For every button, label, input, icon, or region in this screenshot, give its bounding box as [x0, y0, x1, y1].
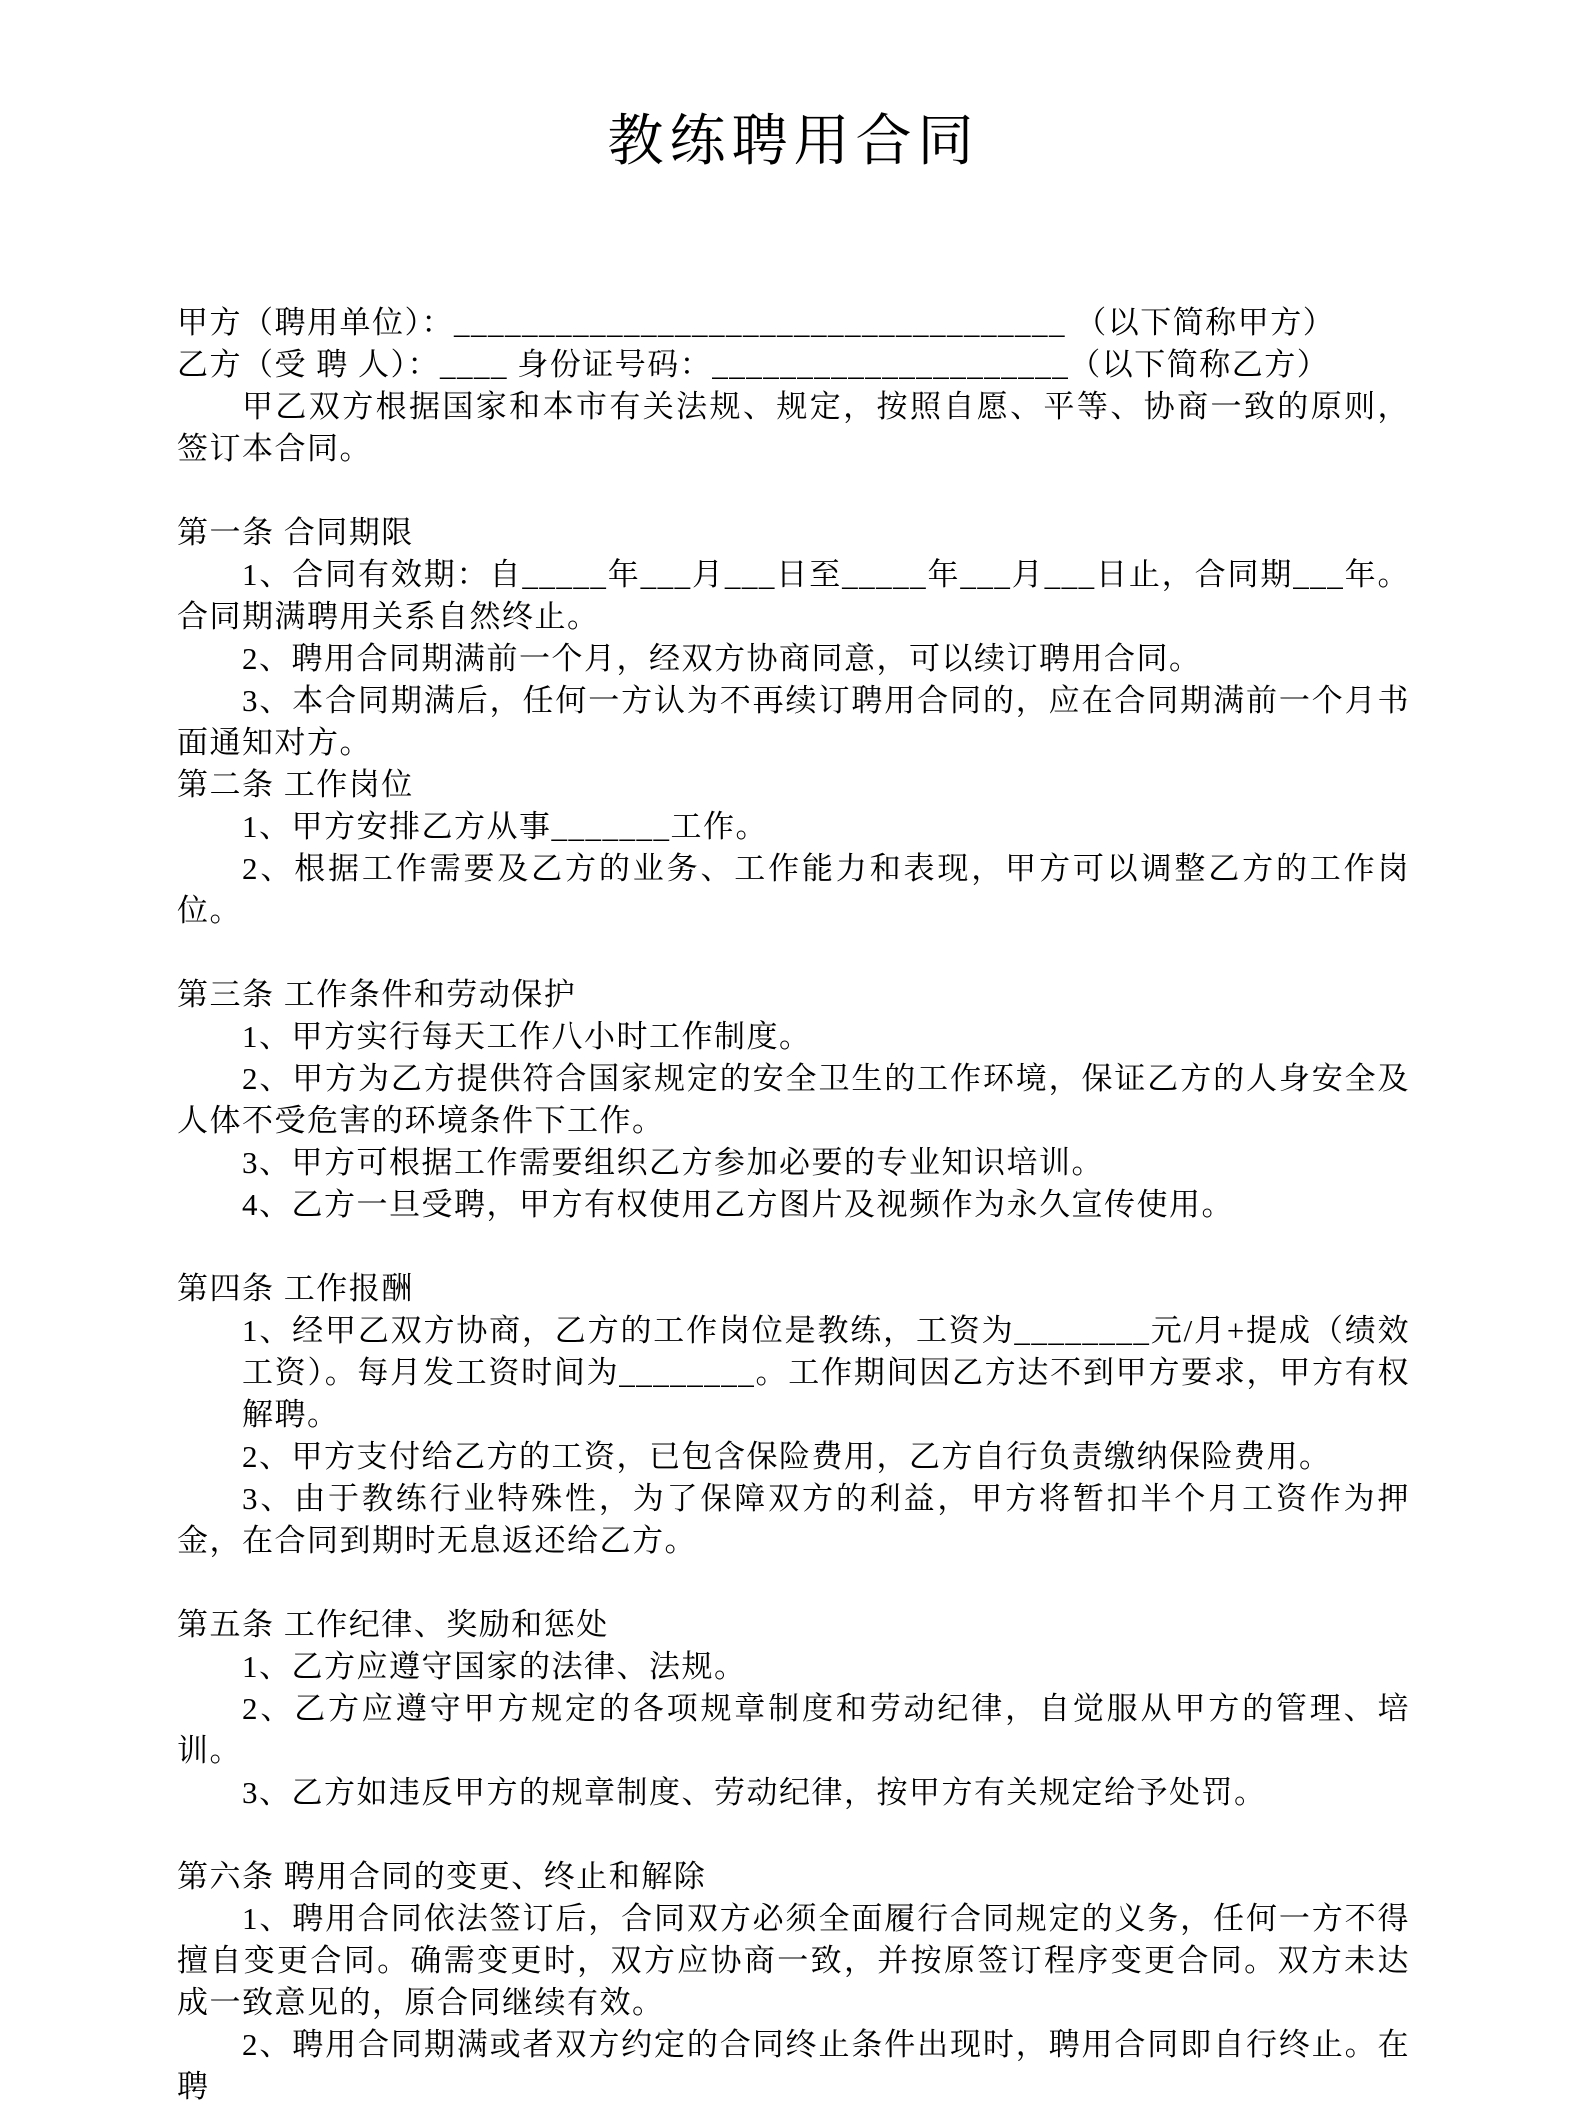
section-4-item-2: 2、甲方支付给乙方的工资，已包含保险费用，乙方自行负责缴纳保险费用。	[242, 1439, 1332, 1474]
section-3-item-4: 4、乙方一旦受聘，甲方有权使用乙方图片及视频作为永久宣传使用。	[242, 1187, 1234, 1222]
section-contract-term	[177, 512, 1410, 764]
section-4-heading: 第四条 工作报酬	[177, 1271, 414, 1306]
section-3-heading: 第三条 工作条件和劳动保护	[177, 977, 577, 1012]
spacer	[177, 932, 1410, 974]
section-compensation	[177, 1268, 1410, 1562]
section-5-heading: 第五条 工作纪律、奖励和惩处	[177, 1607, 609, 1642]
section-5-item-1: 1、乙方应遵守国家的法律、法规。	[242, 1649, 747, 1684]
section-3-item-3: 3、甲方可根据工作需要组织乙方参加必要的专业知识培训。	[242, 1145, 1104, 1180]
section-4-item-1: 1、经甲乙双方协商，乙方的工作岗位是教练，工资为________元/月+提成（绩效工资）。每月发工资时间为________。工作期间因乙方达不到甲方要求，甲方有权解聘。	[242, 1313, 1410, 1432]
section-1-heading: 第一条 合同期限	[177, 515, 414, 550]
section-job-position	[177, 764, 1410, 932]
section-3-item-2: 2、甲方为乙方提供符合国家规定的安全卫生的工作环境，保证乙方的人身安全及人体不受危害的环境条件下工作。	[177, 1061, 1410, 1138]
section-2-item-2: 2、根据工作需要及乙方的业务、工作能力和表现，甲方可以调整乙方的工作岗位。	[177, 851, 1410, 928]
section-6-item-1: 1、聘用合同依法签订后，合同双方必须全面履行合同规定的义务，任何一方不得擅自变更合同。确需变更时，双方应协商一致，并按原签订程序变更合同。双方未达成一致意见的，原合同继续有效。	[177, 1901, 1410, 2020]
spacer	[177, 470, 1410, 512]
section-1-item-2: 2、聘用合同期满前一个月，经双方协商同意，可以续订聘用合同。	[242, 641, 1202, 676]
spacer	[177, 1226, 1410, 1268]
document-title: 教练聘用合同	[607, 111, 980, 173]
section-5-item-3: 3、乙方如违反甲方的规章制度、劳动纪律，按甲方有关规定给予处罚。	[242, 1775, 1267, 1810]
section-2-heading: 第二条 工作岗位	[177, 767, 414, 802]
section-discipline	[177, 1604, 1410, 1814]
section-4-item-3: 3、由于教练行业特殊性，为了保障双方的利益，甲方将暂扣半个月工资作为押金，在合同到期时无息返还给乙方。	[177, 1481, 1410, 1558]
party-a-line: 甲方（聘用单位）：____________________________________ （以下简称甲方）	[177, 305, 1336, 340]
section-1-item-1: 1、合同有效期：自_____年___月___日至_____年___月___日止，合同期___年。合同期满聘用关系自然终止。	[177, 557, 1410, 634]
party-b-line: 乙方（受 聘 人）：____ 身份证号码：_____________________（以下简称乙方）	[177, 347, 1330, 382]
preamble-paragraph: 甲乙双方根据国家和本市有关法规、规定，按照自愿、平等、协商一致的原则，签订本合同。	[177, 389, 1410, 466]
section-3-item-1: 1、甲方实行每天工作八小时工作制度。	[242, 1019, 812, 1054]
spacer	[177, 1814, 1410, 1856]
section-6-item-2: 2、聘用合同期满或者双方约定的合同终止条件出现时，聘用合同即自行终止。在聘	[177, 2027, 1410, 2104]
spacer	[177, 1562, 1410, 1604]
section-6-heading: 第六条 聘用合同的变更、终止和解除	[177, 1859, 707, 1894]
preamble	[177, 302, 1410, 470]
section-2-item-1: 1、甲方安排乙方从事_______工作。	[242, 809, 768, 844]
section-modification-termination	[177, 1856, 1410, 2108]
section-5-item-2: 2、乙方应遵守甲方规定的各项规章制度和劳动纪律，自觉服从甲方的管理、培训。	[177, 1691, 1410, 1768]
section-1-item-3: 3、本合同期满后，任何一方认为不再续订聘用合同的，应在合同期满前一个月书面通知对方。	[177, 683, 1410, 760]
section-work-conditions	[177, 974, 1410, 1226]
